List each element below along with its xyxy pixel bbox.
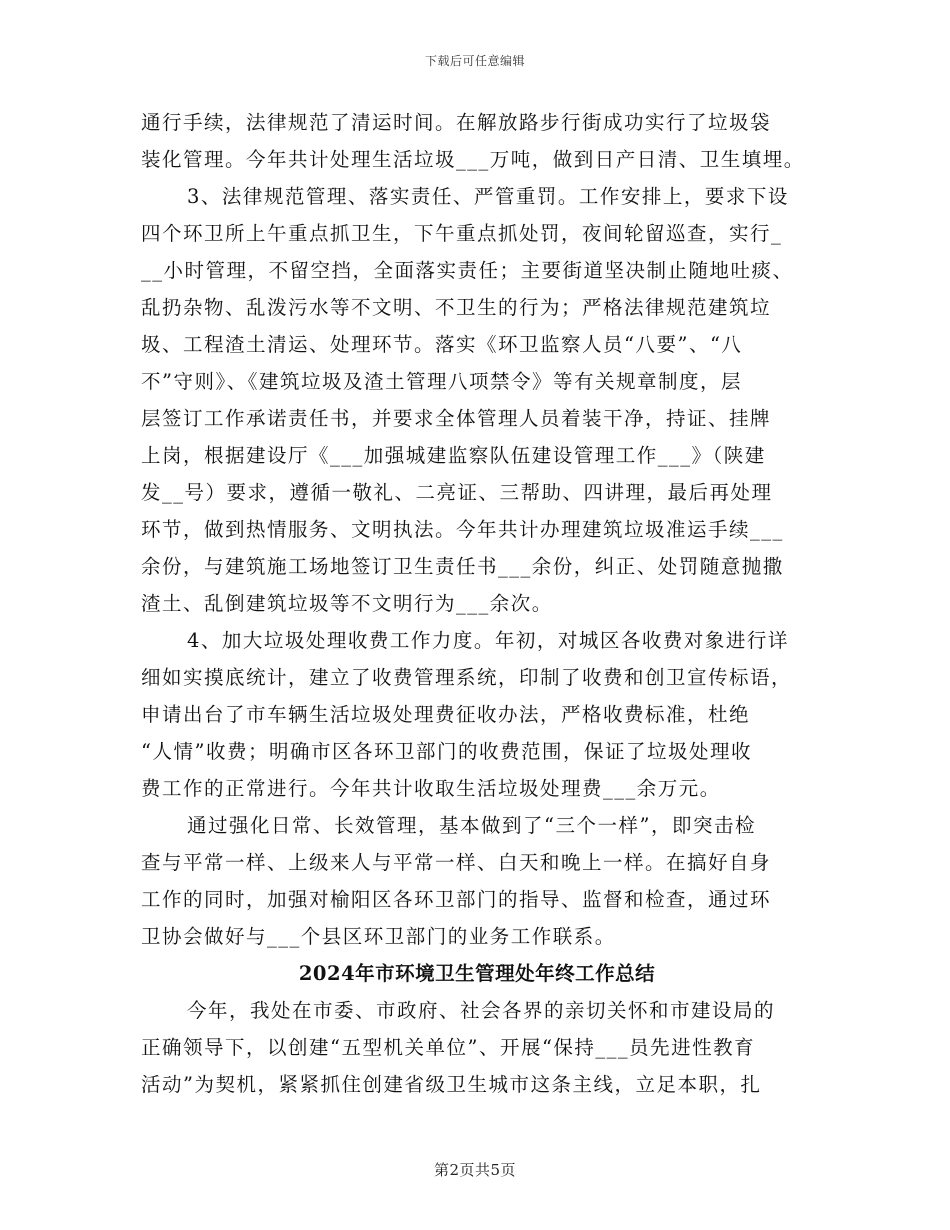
text-line: 细如实摸底统计，建立了收费管理系统，印制了收费和创卫宣传标语， xyxy=(141,666,793,689)
text-line: “人情”收费；明确市区各环卫部门的收费范围，保证了垃圾处理收 xyxy=(141,740,752,763)
text-line: 余份，与建筑施工场地签订卫生责任书___余份，纠正、处罚随意抛撒 xyxy=(141,555,784,578)
text-line: __小时管理，不留空挡，全面落实责任；主要街道坚决制止随地吐痰、 xyxy=(141,259,794,282)
page-header-note: 下载后可任意编辑 xyxy=(424,54,525,68)
text-line: 渣土、乱倒建筑垃圾等不文明行为___余次。 xyxy=(141,592,553,615)
text-line: 圾、工程渣土清运、处理环节。落实《环卫监察人员“八要”、“八 xyxy=(141,333,743,356)
text-line: 环节，做到热情服务、文明执法。今年共计办理建筑垃圾准运手续___ xyxy=(141,518,784,541)
text-line: 查与平常一样、上级来人与平常一样、白天和晚上一样。在搞好自身 xyxy=(141,851,772,874)
text-line: 上岗，根据建设厅《___加强城建监察队伍建设管理工作___》（陕建 xyxy=(141,444,766,467)
text-line: 工作的同时，加强对榆阳区各环卫部门的指导、监督和检查，通过环 xyxy=(141,888,772,911)
section-title: 2024年市环境卫生管理处年终工作总结 xyxy=(298,962,656,985)
paragraph-start-line: 3、法律规范管理、落实责任、严管重罚。工作安排上，要求下设 xyxy=(187,185,789,208)
page-number-footer: 第2页共5页 xyxy=(433,1161,517,1179)
text-line: 发__号）要求，遵循一敬礼、二亮证、三帮助、四讲理，最后再处理 xyxy=(141,481,773,504)
text-line: 活动”为契机，紧紧抓住创建省级卫生城市这条主线，立足本职，扎 xyxy=(141,1073,762,1096)
paragraph-start-line: 4、加大垃圾处理收费工作力度。年初，对城区各收费对象进行详 xyxy=(187,629,789,652)
text-line: 申请出台了市车辆生活垃圾处理费征收办法，严格收费标准，杜绝 xyxy=(141,703,751,726)
text-line: 通行手续，法律规范了清运时间。在解放路步行街成功实行了垃圾袋 xyxy=(141,111,772,134)
document-body xyxy=(141,104,813,1103)
text-line: 卫协会做好与___个县区环卫部门的业务工作联系。 xyxy=(141,925,616,948)
paragraph-start-line: 今年，我处在市委、市政府、社会各界的亲切关怀和市建设局的 xyxy=(187,999,776,1022)
text-line: 四个环卫所上午重点抓卫生，下午重点抓处罚，夜间轮留巡查，实行_ xyxy=(141,222,783,245)
text-line: 正确领导下，以创建“五型机关单位”、开展“保持___员先进性教育 xyxy=(141,1036,756,1059)
paragraph-start-line: 通过强化日常、长效管理，基本做到了“三个一样”，即突击检 xyxy=(187,814,756,837)
text-line: 装化管理。今年共计处理生活垃圾___万吨，做到日产日清、卫生填埋。 xyxy=(141,148,805,171)
text-line: 费工作的正常进行。今年共计收取生活垃圾处理费___余万元。 xyxy=(141,777,721,800)
text-line: 层签订工作承诺责任书，并要求全体管理人员着装干净，持证、挂牌 xyxy=(141,407,772,430)
text-line: 乱扔杂物、乱泼污水等不文明、不卫生的行为；严格法律规范建筑垃 xyxy=(141,296,772,319)
text-line: 不”守则》、《建筑垃圾及渣土管理八项禁令》等有关规章制度，层 xyxy=(141,370,742,393)
